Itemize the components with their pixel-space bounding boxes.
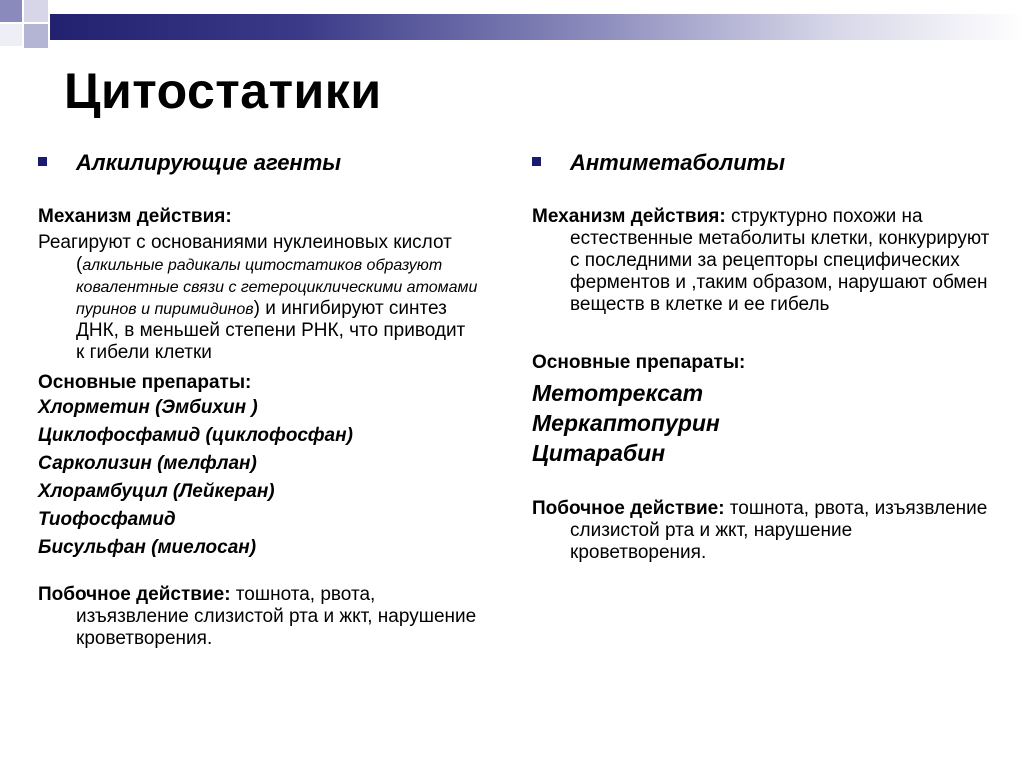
- left-mechanism-label: Механизм действия:: [38, 206, 232, 227]
- square-bullet-icon: [532, 157, 541, 166]
- drug-item: Меркаптопурин: [532, 410, 720, 436]
- drug-item: Хлорамбуцил (Лейкеран): [38, 481, 275, 502]
- right-heading: Антиметаболиты: [570, 150, 786, 175]
- left-drugs-label: Основные препараты:: [38, 372, 252, 393]
- right-column: [532, 150, 992, 564]
- mechanism-text-part1: Реагируют с основаниями нуклеиновых кислот (: [38, 232, 452, 275]
- side-effects-label: Побочное действие:: [532, 498, 725, 519]
- decor-square: [24, 24, 48, 48]
- right-drug-list: [532, 378, 992, 468]
- side-effects-text: тошнота, рвота, изъязвление слизистой рта и жкт, нарушение кроветворения.: [570, 498, 988, 563]
- left-column: [38, 150, 478, 650]
- drug-item: Тиофосфамид: [38, 509, 176, 530]
- right-drugs-label: Основные препараты:: [532, 352, 746, 373]
- right-mechanism-label: Механизм действия:: [532, 206, 726, 227]
- decor-square: [50, 14, 60, 40]
- right-mechanism: [532, 206, 992, 316]
- drug-item: Сарколизин (мелфлан): [38, 453, 257, 474]
- drug-item: Цитарабин: [532, 440, 666, 466]
- gradient-bar: [60, 14, 1024, 40]
- decor-square: [0, 0, 22, 22]
- drug-item: Бисульфан (миелосан): [38, 537, 257, 558]
- right-side-effects: [532, 498, 992, 564]
- right-mechanism-text: структурно похожи на естественные метаболиты клетки, конкурируют с последними за рецепторы специфических ферментов и ,таким образом, нарушают обмен веществ в клетке и ее гибель: [570, 206, 990, 315]
- left-heading-row: [38, 150, 478, 184]
- left-mechanism-text: [38, 232, 478, 364]
- side-effects-label: Побочное действие:: [38, 584, 231, 605]
- left-drug-list: [38, 394, 478, 562]
- decor-square: [24, 0, 48, 22]
- left-heading: Алкилирующие агенты: [76, 150, 342, 175]
- mechanism-note: алкильные радикалы цитостатиков образуют ковалентные связи с гетероциклическими атомами пуринов и пиримидинов: [76, 257, 478, 318]
- drug-item: Метотрексат: [532, 380, 704, 406]
- decor-square: [0, 24, 22, 46]
- square-bullet-icon: [38, 157, 47, 166]
- drug-item: Циклофосфамид (циклофосфан): [38, 425, 353, 446]
- slide-title: Цитостатики: [64, 63, 382, 119]
- left-side-effects: [38, 584, 478, 650]
- side-effects-text: тошнота, рвота, изъязвление слизистой рта и жкт, нарушение кроветворения.: [76, 584, 477, 649]
- mechanism-text-part2: ) и ингибируют синтез ДНК, в меньшей степени РНК, что приводит к гибели клетки: [76, 298, 466, 363]
- drug-item: Хлорметин (Эмбихин ): [38, 397, 258, 418]
- right-heading-row: [532, 150, 992, 184]
